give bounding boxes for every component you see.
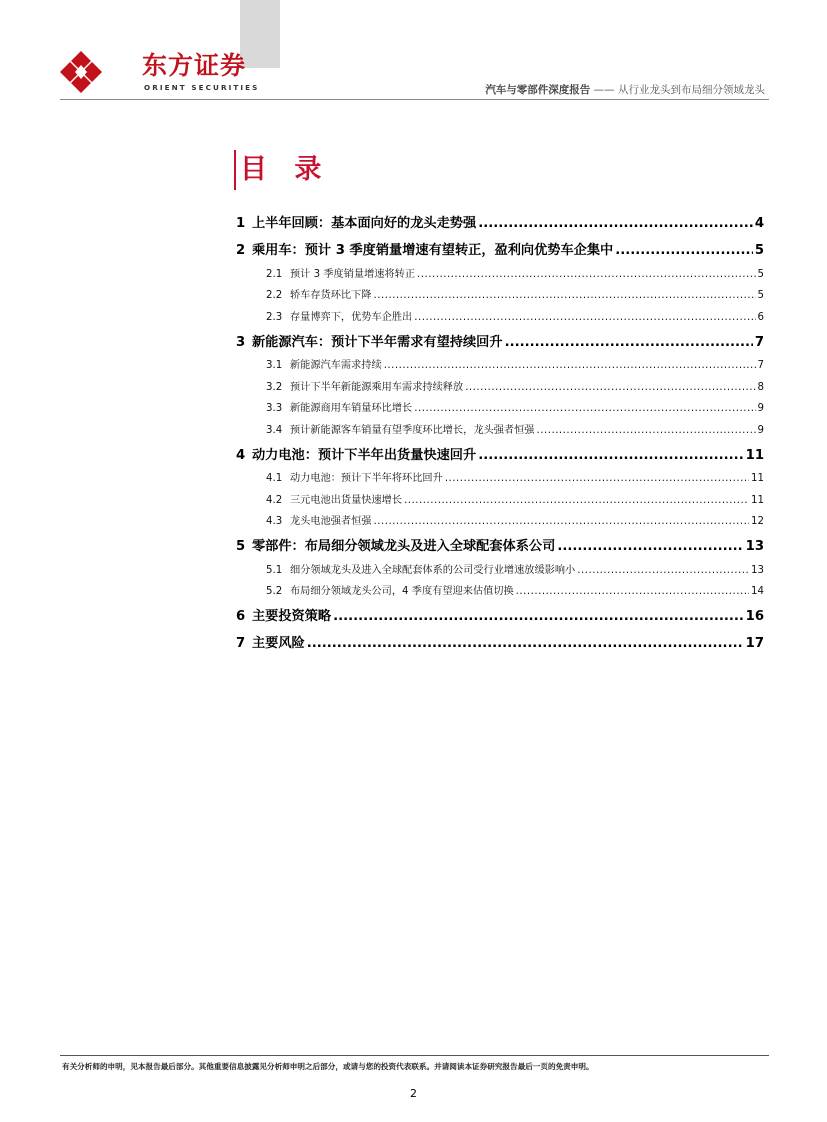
toc-entry-title: [236, 605, 331, 624]
toc-dot-leader: [478, 216, 753, 231]
toc-entry-text: 细分领域龙头及进入全球配套体系的公司受行业增速放缓影响小: [290, 564, 576, 576]
toc-entry-page: 6: [757, 311, 764, 323]
toc-entry-title: [266, 356, 382, 371]
toc-entry-title: [236, 331, 503, 350]
toc-entry-text: 新能源商用车销量环比增长: [290, 403, 413, 414]
toc-dot-leader: [445, 473, 749, 484]
toc-entry-number: 3: [236, 334, 246, 350]
toc-entry-text: 新能源汽车需求持续: [290, 360, 382, 371]
toc-dot-leader: [384, 360, 756, 371]
toc-entry-text: 动力电池：预计下半年出货量快速回升: [252, 447, 477, 463]
toc-entry-number: 2: [236, 243, 246, 258]
toc-entry-number: 3.3: [266, 403, 283, 414]
toc-entry-page: 14: [751, 586, 764, 597]
header-divider: [60, 99, 769, 100]
toc-entry-number: 3.2: [266, 381, 283, 393]
toc-entry-page: 13: [745, 539, 764, 554]
toc-entry-number: 7: [236, 636, 246, 651]
toc-entry-number: 1: [236, 216, 246, 231]
report-subtitle: 从行业龙头到布局细分领域龙头: [618, 84, 765, 96]
toc-entry-page: 7: [757, 360, 764, 371]
toc-entry-title: [236, 535, 555, 554]
company-logo: [58, 50, 260, 94]
toc-entry-text: 新能源汽车：预计下半年需求有望持续回升: [252, 334, 503, 350]
toc-entry-text: 主要风险: [252, 636, 305, 651]
toc-entry-text: 乘用车：预计 3 季度销量增速有望转正，盈利向优势车企集中: [252, 243, 614, 258]
toc-entry-title: [266, 512, 372, 527]
toc-entry-number: 4: [236, 447, 246, 463]
toc-entry-title: [266, 286, 372, 301]
report-type: 汽车与零部件深度报告: [485, 84, 591, 96]
toc-entry-title: [266, 582, 514, 597]
toc-dot-leader: [615, 243, 753, 258]
toc-entry-title: [266, 308, 412, 323]
logo-chinese-name: 东方证券: [142, 51, 247, 80]
toc-entry-text: 主要投资策略: [252, 609, 332, 624]
toc-title-accent-bar: [234, 150, 236, 190]
toc-entry-page: 11: [751, 473, 764, 484]
toc-dot-leader: [516, 586, 749, 597]
toc-entry-number: 4.1: [266, 473, 283, 484]
toc-subentry[interactable]: [236, 301, 764, 323]
toc-entry-text: 预计 3 季度销量增速将转正: [290, 268, 416, 280]
toc-dot-leader: [557, 539, 743, 554]
toc-dot-leader: [505, 335, 753, 350]
toc-dot-leader: [577, 565, 749, 576]
toc-entry-page: 16: [745, 609, 764, 624]
toc-entry-title: [266, 561, 575, 576]
toc-entry-page: 5: [757, 268, 764, 280]
toc-entry-number: 2.3: [266, 311, 283, 323]
toc-subentry[interactable]: [236, 506, 764, 528]
toc-entry[interactable]: [236, 602, 764, 624]
toc-entry-title: [236, 212, 476, 231]
toc-entry-text: 龙头电池强者恒强: [290, 516, 372, 527]
toc-entry-text: 布局细分领域龙头公司，4 季度有望迎来估值切换: [290, 586, 514, 597]
toc-dot-leader: [478, 448, 743, 463]
toc-entry-number: 4.2: [266, 494, 283, 506]
toc-entry-title: [266, 469, 443, 484]
toc-dot-leader: [307, 636, 744, 651]
toc-entry-text: 三元电池出货量快速增长: [290, 494, 403, 506]
toc-entry-page: 5: [757, 290, 764, 301]
toc-entry-number: 3.4: [266, 424, 283, 436]
toc-dot-leader: [414, 403, 755, 414]
toc-entry-page: 8: [757, 381, 764, 393]
toc-entry-page: 9: [757, 424, 764, 436]
toc-title: 目 录: [240, 154, 331, 185]
toc-entry-page: 12: [751, 516, 764, 527]
toc-entry-title: [266, 378, 463, 393]
header-separator: ——: [593, 84, 615, 96]
toc-entry-page: 11: [745, 447, 764, 463]
toc-entry-page: 5: [754, 243, 764, 258]
footer-divider: [60, 1055, 769, 1056]
toc-entry[interactable]: [236, 236, 764, 258]
toc-subentry[interactable]: [236, 554, 764, 576]
toc-subentry[interactable]: [236, 414, 764, 436]
toc-dot-leader: [374, 290, 756, 301]
toc-entry-page: 9: [757, 403, 764, 414]
toc-subentry[interactable]: [236, 393, 764, 415]
toc-entry[interactable]: [236, 532, 764, 554]
footer-disclaimer: 有关分析师的申明，见本报告最后部分。其他重要信息披露见分析师申明之后部分，或请与您的投资代表联系。并请阅读本证券研究报告最后一页的免责申明。: [62, 1062, 594, 1071]
toc-entry-page: 11: [751, 494, 764, 506]
toc-entry-number: 5: [236, 539, 246, 554]
orient-securities-logo-icon: [58, 50, 104, 94]
toc-entry-page: 13: [751, 564, 764, 576]
toc-entry-number: 2.1: [266, 268, 283, 280]
toc-dot-leader: [333, 609, 744, 624]
toc-entry-title: [266, 265, 415, 280]
toc-entry-number: 5.2: [266, 586, 283, 597]
toc-entry-page: 7: [754, 334, 764, 350]
report-header-title: [485, 82, 765, 97]
table-of-contents: [236, 209, 764, 651]
toc-entry-page: 4: [754, 216, 764, 231]
toc-subentry[interactable]: [236, 576, 764, 598]
toc-subentry[interactable]: [236, 463, 764, 485]
toc-entry-title: [266, 421, 535, 436]
toc-entry-text: 零部件：布局细分领域龙头及进入全球配套体系公司: [252, 539, 556, 554]
toc-dot-leader: [374, 516, 750, 527]
toc-entry-title: [266, 491, 402, 506]
toc-subentry[interactable]: [236, 280, 764, 302]
toc-subentry[interactable]: [236, 371, 764, 393]
toc-dot-leader: [404, 495, 749, 506]
toc-entry-title: [266, 399, 412, 414]
toc-entry-number: 3.1: [266, 360, 283, 371]
toc-entry-title: [236, 444, 476, 463]
toc-subentry[interactable]: [236, 258, 764, 280]
toc-dot-leader: [414, 312, 755, 323]
toc-entry-text: 轿车存货环比下降: [290, 290, 372, 301]
toc-entry-title: [236, 632, 305, 651]
toc-entry-text: 上半年回顾：基本面向好的龙头走势强: [252, 216, 477, 231]
toc-dot-leader: [417, 269, 755, 280]
toc-entry[interactable]: [236, 629, 764, 651]
logo-english-name: ORIENT SECURITIES: [144, 83, 260, 92]
toc-entry-number: 5.1: [266, 564, 283, 576]
toc-entry-number: 2.2: [266, 290, 283, 301]
toc-entry-title: [236, 239, 613, 258]
toc-entry-text: 动力电池：预计下半年将环比回升: [290, 473, 443, 484]
toc-entry-number: 4.3: [266, 516, 283, 527]
toc-entry[interactable]: [236, 328, 764, 350]
toc-entry[interactable]: [236, 441, 764, 463]
toc-subentry[interactable]: [236, 484, 764, 506]
page-number: 2: [410, 1087, 417, 1100]
toc-subentry[interactable]: [236, 350, 764, 372]
toc-entry-text: 预计新能源客车销量有望季度环比增长，龙头强者恒强: [290, 424, 535, 436]
toc-dot-leader: [537, 425, 756, 436]
toc-entry[interactable]: [236, 209, 764, 231]
toc-entry-page: 17: [745, 636, 764, 651]
toc-entry-number: 6: [236, 609, 246, 624]
toc-entry-text: 存量博弈下，优势车企胜出: [290, 311, 413, 323]
toc-entry-text: 预计下半年新能源乘用车需求持续释放: [290, 381, 464, 393]
toc-dot-leader: [465, 382, 755, 393]
